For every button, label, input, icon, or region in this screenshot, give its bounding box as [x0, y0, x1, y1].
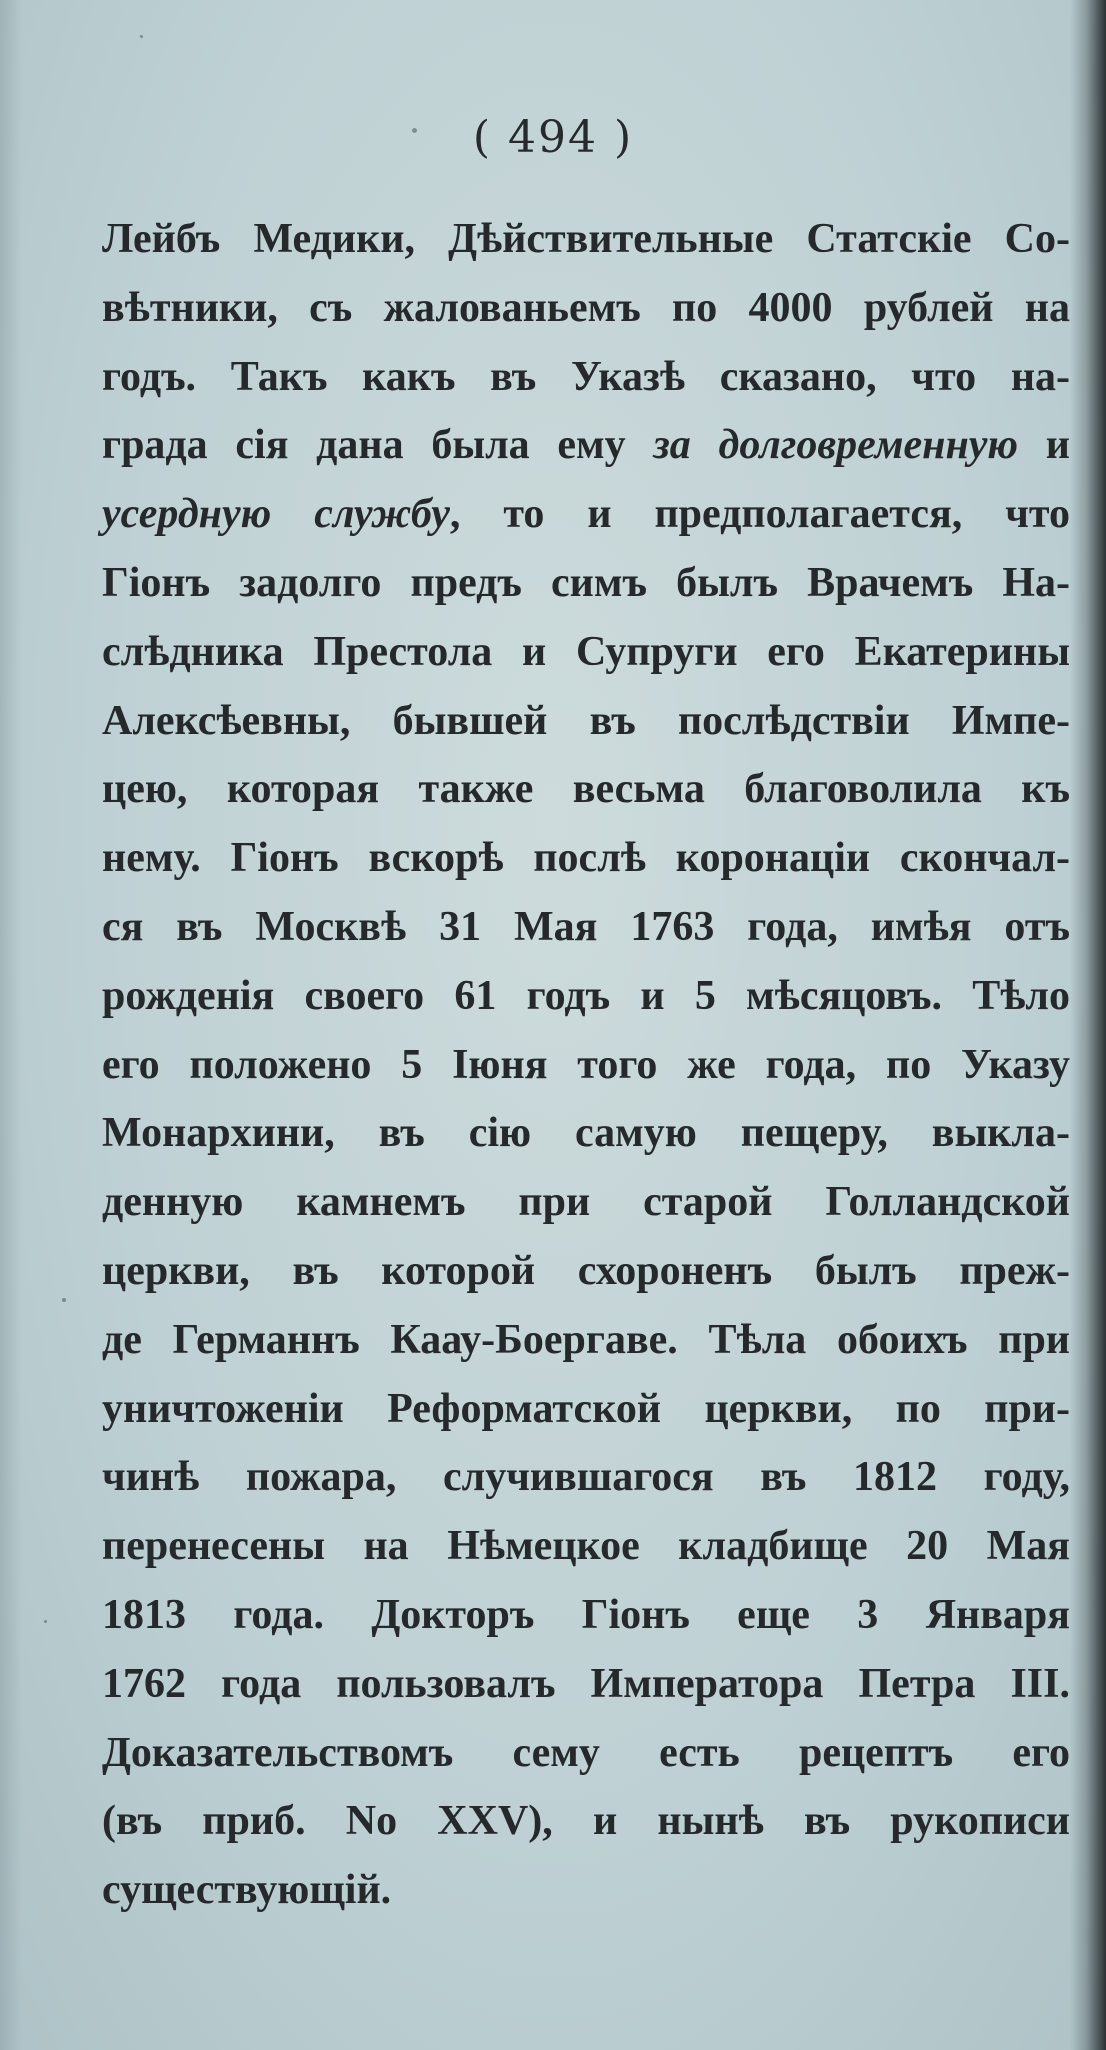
- paper-speck: [44, 1620, 47, 1623]
- text-line: [102, 1443, 1070, 1512]
- text-line: [102, 480, 1070, 549]
- page-binding-shadow: [1070, 0, 1106, 2050]
- line-text: нему. Гіонъ вскорѣ послѣ коронаціи скончал-: [102, 835, 1070, 882]
- line-text: церкви, въ которой схороненъ былъ преж-: [102, 1247, 1070, 1294]
- text-line: [102, 1237, 1070, 1306]
- text-line: [102, 824, 1070, 893]
- line-text: Доказательствомъ сему есть рецептъ его: [102, 1729, 1070, 1776]
- text-line: [102, 549, 1070, 618]
- line-text: (въ приб. No XXV), и нынѣ въ рукописи: [102, 1798, 1070, 1845]
- paper-speck: [62, 1298, 66, 1302]
- line-text: уничтоженіи Реформатской церкви, по при-: [102, 1385, 1070, 1432]
- line-text: годъ. Такъ какъ въ Указѣ сказано, что на-: [102, 353, 1070, 400]
- text-line: [102, 205, 1070, 274]
- line-text: рожденія своего 61 годъ и 5 мѣсяцовъ. Тѣло: [102, 972, 1070, 1019]
- text-line: [102, 1650, 1070, 1719]
- line-text: Алексѣевны, бывшей въ послѣдствіи Импе-: [102, 697, 1070, 744]
- text-line: [102, 962, 1070, 1031]
- line-text: ся въ Москвѣ 31 Мая 1763 года, имѣя отъ: [102, 903, 1070, 950]
- italic-emphasis: за долговременную: [653, 422, 1019, 469]
- line-text: града сія дана была ему: [102, 422, 654, 469]
- line-text: и: [1018, 422, 1070, 469]
- text-line: [102, 411, 1070, 480]
- text-line: [102, 687, 1070, 756]
- line-text: слѣдника Престола и Супруги его Екатерины: [102, 628, 1070, 675]
- text-line: [102, 1512, 1070, 1581]
- page-left-edge-shadow: [0, 0, 22, 2050]
- paper-speck: [140, 35, 143, 38]
- text-line: [102, 274, 1070, 343]
- line-text: Монархини, въ сію самую пещеру, выкла-: [102, 1110, 1070, 1157]
- text-line: [102, 1306, 1070, 1375]
- text-line: [102, 1031, 1070, 1100]
- text-line: [102, 1375, 1070, 1444]
- text-line: [102, 755, 1070, 824]
- line-text: де Германнъ Каау-Боергаве. Тѣла обоихъ при: [102, 1316, 1070, 1363]
- text-line: [102, 1168, 1070, 1237]
- line-text: его положено 5 Іюня того же года, по Указу: [102, 1041, 1070, 1088]
- line-text: вѣтники, съ жалованьемъ по 4000 рублей на: [102, 284, 1070, 331]
- text-line: [102, 1787, 1070, 1856]
- page-number: ( 494 ): [472, 112, 634, 163]
- line-text: , то и предполагается, что: [449, 491, 1070, 538]
- text-line: [102, 1856, 1070, 1925]
- line-text: цею, которая также весьма благоволила къ: [102, 766, 1070, 813]
- text-line: [102, 618, 1070, 687]
- text-line: [102, 1099, 1070, 1168]
- text-line: [102, 893, 1070, 962]
- line-text: 1813 года. Докторъ Гіонъ еще 3 Января: [102, 1591, 1070, 1638]
- line-text: денную камнемъ при старой Голландской: [102, 1179, 1070, 1226]
- text-line: [102, 1719, 1070, 1788]
- text-line: [102, 343, 1070, 412]
- italic-emphasis: усердную службу: [102, 491, 450, 538]
- line-text: Лейбъ Медики, Дѣйствительные Статскіе Со-: [102, 216, 1070, 262]
- line-text: существующій.: [102, 1867, 392, 1914]
- line-text: 1762 года пользовалъ Императора Петра III.: [102, 1660, 1070, 1707]
- line-text: перенесены на Нѣмецкое кладбище 20 Мая: [102, 1523, 1070, 1570]
- line-text: Гіонъ задолго предъ симъ былъ Врачемъ На-: [102, 559, 1070, 606]
- text-line: [102, 1581, 1070, 1650]
- line-text: чинѣ пожара, случившагося въ 1812 году,: [102, 1454, 1070, 1501]
- body-text: [102, 205, 1070, 1925]
